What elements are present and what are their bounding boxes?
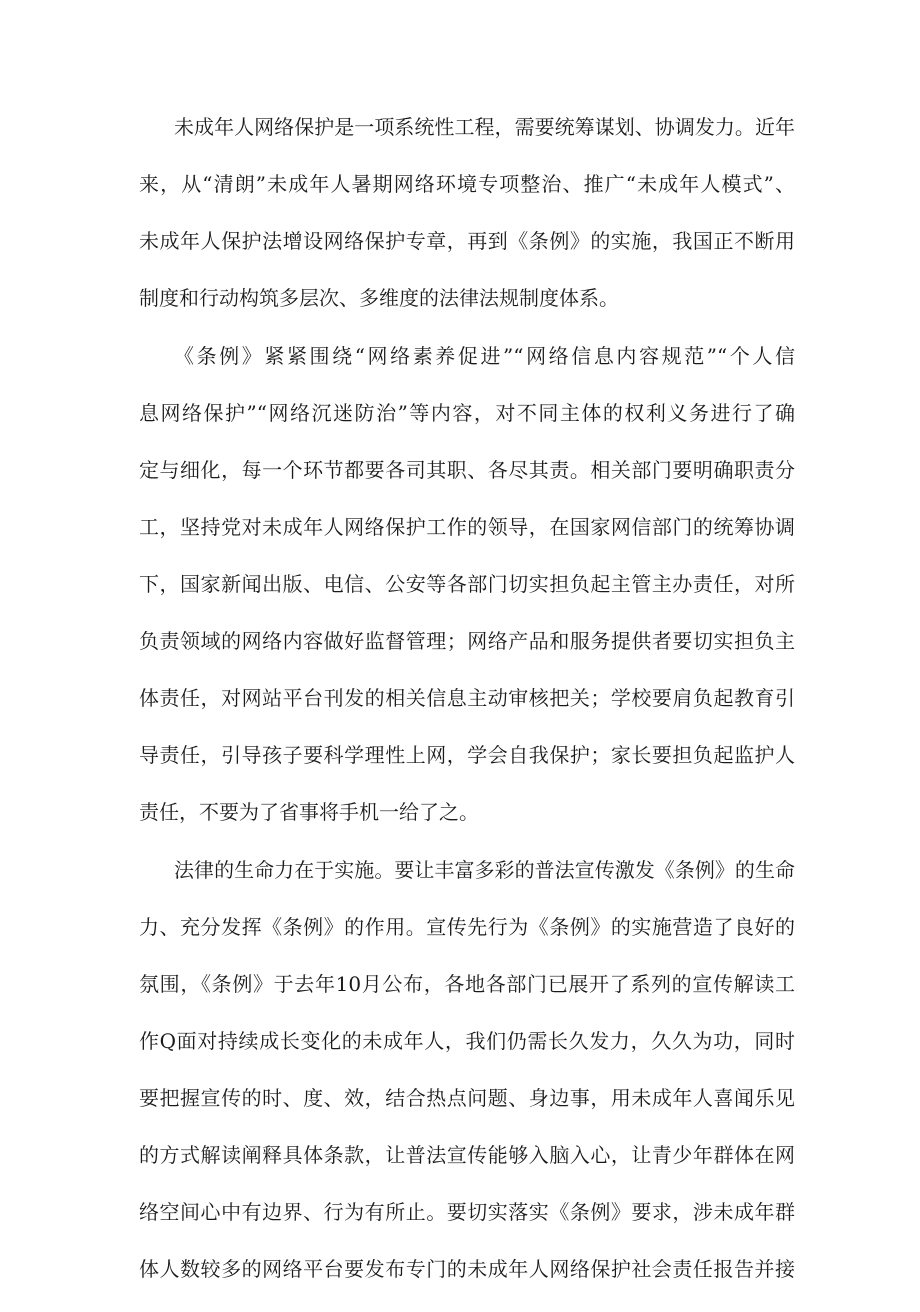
document-page xyxy=(139,112,795,1312)
paragraph-line: 息网络保护”“网络沉迷防治”等内容，对不同主体的权利义务进行了确 xyxy=(139,401,795,425)
paragraph-line: 体责任，对网站平台刊发的相关信息主动审核把关；学校要肩负起教育引 xyxy=(139,686,795,710)
paragraph-line: 的方式解读阐释具体条款，让普法宣传能够入脑入心，让青少年群体在网 xyxy=(139,1143,795,1167)
paragraph-line: 导责任，引导孩子要科学理性上网，学会自我保护；家长要担负起监护人 xyxy=(139,743,795,767)
paragraph-line: 氛围，《条例》于去年10月公布，各地各部门已展开了系列的宣传解读工 xyxy=(139,972,795,996)
paragraph-line: 力、充分发挥《条例》的作用。宣传先行为《条例》的实施营造了良好的 xyxy=(139,915,795,939)
paragraph-1 xyxy=(139,112,795,313)
paragraph-line: 工，坚持党对未成年人网络保护工作的领导，在国家网信部门的统筹协调 xyxy=(139,515,795,539)
paragraph-line: 负责领域的网络内容做好监督管理；网络产品和服务提供者要切实担负主 xyxy=(139,629,795,653)
paragraph-line: 下，国家新闻出版、电信、公安等各部门切实担负起主管主办责任，对所 xyxy=(139,572,795,596)
paragraph-line: 要把握宣传的时、度、效，结合热点问题、身边事，用未成年人喜闻乐见 xyxy=(139,1086,795,1110)
paragraph-line: 定与细化，每一个环节都要各司其职、各尽其责。相关部门要明确职责分 xyxy=(139,458,795,482)
paragraph-line: 责任，不要为了省事将手机一给了之。 xyxy=(139,800,479,824)
paragraph-2 xyxy=(139,341,795,827)
paragraph-line: 制度和行动构筑多层次、多维度的法律法规制度体系。 xyxy=(139,286,619,310)
paragraph-line: 体人数较多的网络平台要发布专门的未成年人网络保护社会责任报告并接 xyxy=(139,1257,795,1281)
paragraph-line: 法律的生命力在于实施。要让丰富多彩的普法宣传激发《条例》的生命 xyxy=(174,858,795,882)
paragraph-line: 作Q面对持续成长变化的未成年人，我们仍需长久发力，久久为功，同时 xyxy=(139,1029,795,1053)
paragraph-line: 来，从“清朗”未成年人暑期网络环境专项整治、推广“未成年人模式”、 xyxy=(139,172,795,196)
paragraph-line: 未成年人网络保护是一项系统性工程，需要统筹谋划、协调发力。近年 xyxy=(174,115,795,139)
paragraph-3 xyxy=(139,855,795,1284)
paragraph-line: 未成年人保护法增设网络保护专章，再到《条例》的实施，我国正不断用 xyxy=(139,229,795,253)
paragraph-line: 络空间心中有边界、行为有所止。要切实落实《条例》要求，涉未成年群 xyxy=(139,1200,795,1224)
paragraph-line: 《条例》紧紧围绕“网络素养促进”“网络信息内容规范”“个人信 xyxy=(174,344,795,368)
